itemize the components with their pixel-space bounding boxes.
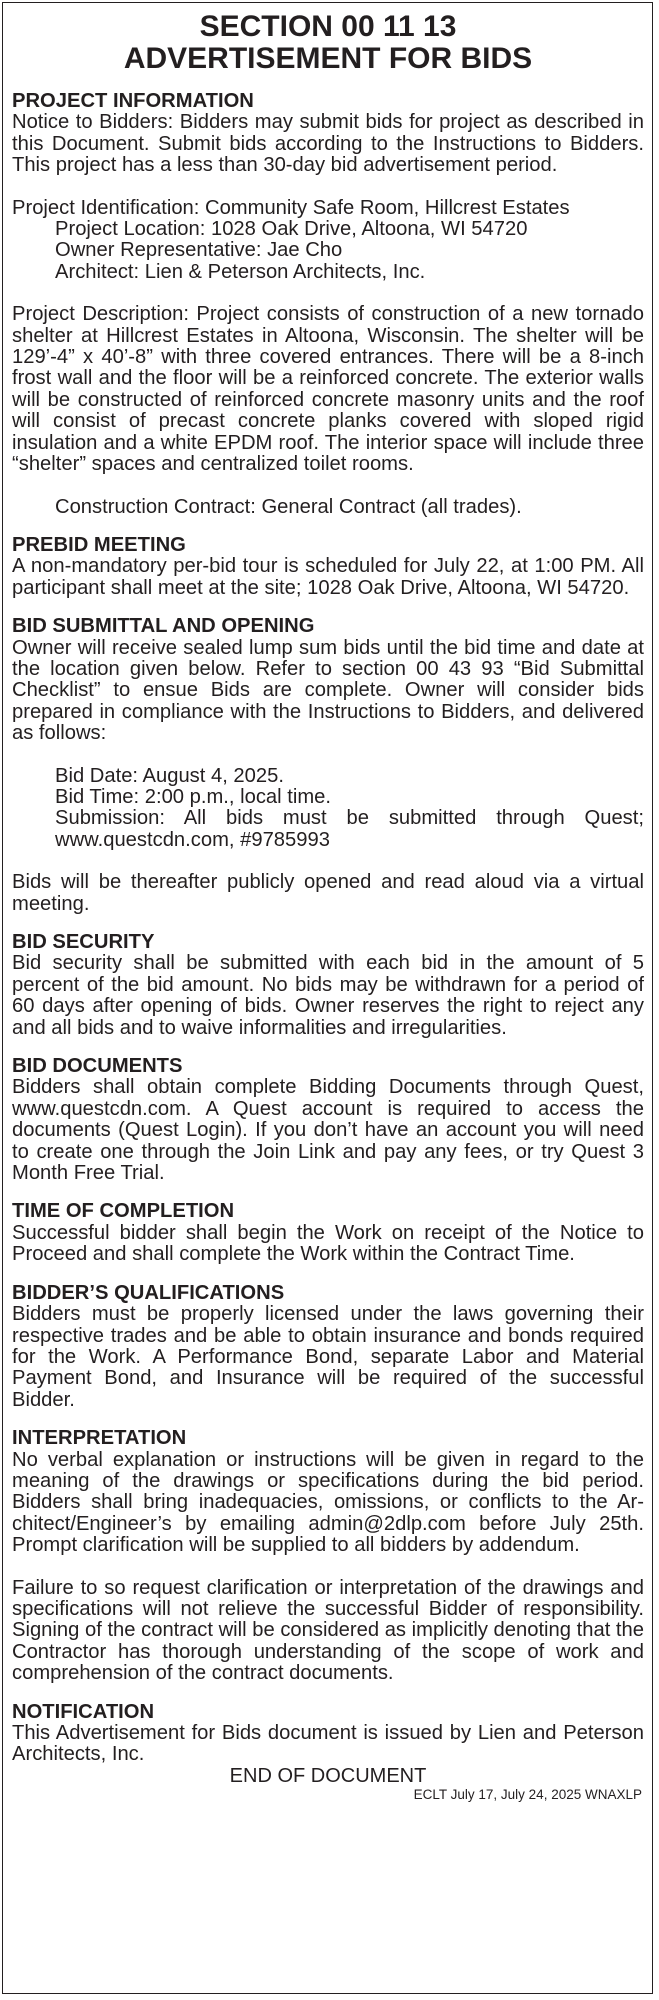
project-identification: Project Identification: Community Safe Room, Hillcrest Estates: [12, 196, 570, 219]
interpretation-heading: INTERPRETATION: [12, 1427, 187, 1450]
owner-representative: Owner Representative: Jae Cho: [55, 239, 343, 262]
bid-submittal-text: Owner will receive sealed lump sum bids until the bid time and date at the location given below. Refer to section 00 43 93 “Bid Submittal Checklist” to ensue Bids are complete. Owner will consider bids prepared in compliance with the Instructions to Bidders, and delivered as follows:: [12, 636, 644, 745]
project-location: Project Location: 1028 Oak Drive, Altoona, WI 54720: [55, 218, 528, 241]
prebid-meeting-text: A non-mandatory per-bid tour is scheduled for July 22, at 1:00 PM. All participant shall meet at the site; 1028 Oak Drive, Altoona, WI 54720.: [12, 555, 644, 599]
section-number: SECTION 00 11 13: [199, 10, 457, 43]
project-information-heading: PROJECT INFORMATION: [12, 90, 254, 112]
bid-date: Bid Date: August 4, 2025.: [55, 764, 284, 787]
document-title: ADVERTISEMENT FOR BIDS: [123, 42, 533, 75]
bid-submittal-heading: BID SUBMITTAL AND OPENING: [12, 615, 315, 638]
publication-footer: ECLT July 17, July 24, 2025 WNAXLP: [413, 1787, 642, 1803]
notification-heading: NOTIFICATION: [12, 1700, 155, 1723]
bid-security-heading: BID SECURITY: [12, 931, 155, 953]
advertisement-notice: [2, 2, 653, 1994]
construction-contract: Construction Contract: General Contract (all trades).: [55, 495, 522, 518]
project-description: Project Description: Project consists of construction of a new tornado shelter at Hillcrest Estates in Altoona, Wisconsin. The shelter will be 129’-4” x 40’-8” with three covered entrances. There will be a 8-inch frost wall and the floor will be a reinforced concrete. The exterior walls will be constructed of reinforced concrete masonry units and the roof will consist of precast concrete planks covered with sloped rigid insulation and a white EPDM roof. The interior space will include three “shelter” spaces and centralized toilet rooms.: [12, 303, 644, 476]
notification-text: This Advertisement for Bids document is issued by Lien and Peterson Architects, Inc.: [12, 1722, 644, 1766]
architect: Architect: Lien & Peterson Architects, Inc.: [55, 260, 426, 283]
bid-security-text: Bid security shall be submitted with each bid in the amount of 5 percent of the bid amount. No bids may be withdrawn for a period of 60 days after opening of bids. Owner reserves the right to reject any and all bids and to waive informalities and irregularities.: [12, 952, 644, 1039]
qualifications-heading: BIDDER’S QUALIFICATIONS: [12, 1281, 285, 1304]
qualifications-text: Bidders must be properly licensed under the laws governing their respective trades and be able to obtain insurance and bonds required for the Work. A Performance Bond, separate Labor and Material Payment Bond, and Insurance will be required of the successful Bidder.: [12, 1303, 644, 1411]
time-of-completion-text: Successful bidder shall begin the Work on receipt of the Notice to Proceed and shall complete the Work within the Contract Time.: [12, 1221, 644, 1266]
interpretation-failure-text: Failure to so request clarification or interpretation of the drawings and specifications will not relieve the successful Bidder of responsibility. Signing of the contract will be considered as implicitly denoting that the Contractor has thorough understanding of the scope of work and comprehension of the contract documents.: [12, 1576, 644, 1685]
interpretation-text: No verbal explanation or instructions will be given in regard to the meaning of the drawings or specifications during the bid period. Bidders shall bring inadequacies, omissions, or conflicts to the Architect/Engineer’s by emailing admin@2dlp.com before July 25th. Prompt clarification will be supplied to all bidders by addendum.: [12, 1448, 644, 1557]
bid-documents-text: Bidders shall obtain complete Bidding Documents through Quest, www.questcdn.com. A Quest account is required to access the documents (Quest Login). If you don’t have an account you will need to create one through the Join Link and pay any fees, or try Quest 3 Month Free Trial.: [12, 1076, 644, 1185]
bid-opening-text: Bids will be thereafter publicly opened and read aloud via a virtual meeting.: [12, 871, 644, 915]
bid-time: Bid Time: 2:00 p.m., local time.: [55, 785, 332, 808]
end-of-document: END OF DOCUMENT: [229, 1764, 427, 1787]
time-of-completion-heading: TIME OF COMPLETION: [12, 1200, 235, 1223]
prebid-meeting-heading: PREBID MEETING: [12, 533, 186, 556]
bid-submission: Submission: All bids must be submitted through Quest; www.questcdn.com, #9785993: [55, 807, 644, 851]
bid-documents-heading: BID DOCUMENTS: [12, 1055, 183, 1078]
notice-to-bidders: Notice to Bidders: Bidders may submit bids for project as described in this Document. Submit bids according to the Instructions to Bidders. This project has a less than 30-day bid advertisement period.: [12, 111, 644, 177]
